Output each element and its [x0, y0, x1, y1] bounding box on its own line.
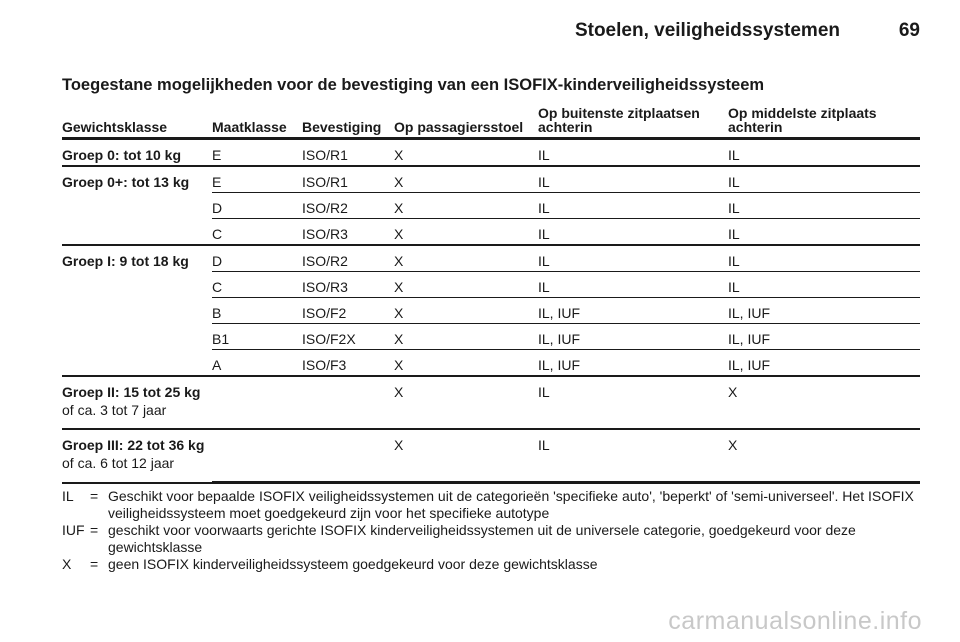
col-header-middle-rear-seat	[728, 106, 920, 139]
passenger-seat-cell: X	[394, 298, 538, 324]
weight-group-cell	[62, 298, 212, 324]
weight-group-cell	[62, 219, 212, 246]
outer-rear-cell: IL, IUF	[538, 298, 728, 324]
section-title: Stoelen, veiligheidssystemen	[574, 20, 840, 41]
legend-key: IUF	[62, 522, 85, 538]
fixture-cell: ISO/R1	[302, 139, 394, 167]
legend-eq: =	[90, 556, 99, 572]
table-row	[62, 324, 920, 350]
weight-group-cell	[62, 245, 212, 272]
middle-rear-cell: IL, IUF	[728, 324, 920, 350]
size-class-cell	[212, 376, 302, 429]
middle-rear-cell: IL	[728, 193, 920, 219]
weight-group-cell	[62, 376, 212, 429]
weight-group-cell	[62, 166, 212, 193]
table-row	[62, 350, 920, 377]
weight-group-cell	[62, 350, 212, 377]
size-class-cell: C	[212, 219, 302, 246]
table-row	[62, 376, 920, 429]
table-header-row	[62, 106, 920, 139]
middle-rear-cell: X	[728, 429, 920, 483]
passenger-seat-cell: X	[394, 429, 538, 483]
col-header-weight-class: Gewichtsklasse	[62, 106, 212, 139]
weight-group-age: of ca. 6 tot 12 jaar	[62, 455, 175, 471]
page-header	[0, 0, 960, 60]
passenger-seat-cell: X	[394, 219, 538, 246]
size-class-cell: B	[212, 298, 302, 324]
legend-text: Geschikt voor bepaalde ISOFIX veiligheidssystemen uit de categorieën 'specifieke auto', 'beperkt' of 'semi-universeel'. Het ISOFIX veiligheidssysteem moet goedgekeurd zijn voor het specifieke autotype	[108, 488, 914, 521]
legend-key: IL	[62, 488, 74, 504]
col-header-outer-rear-line2: achterin	[538, 119, 593, 135]
col-header-passenger-seat: Op passagiersstoel	[394, 106, 538, 139]
legend	[62, 488, 922, 573]
weight-group-age: of ca. 3 tot 7 jaar	[62, 402, 167, 418]
passenger-seat-cell: X	[394, 166, 538, 193]
weight-group-cell	[62, 193, 212, 219]
passenger-seat-cell: X	[394, 193, 538, 219]
size-class-cell: B1	[212, 324, 302, 350]
col-header-outer-rear-seats	[538, 106, 728, 139]
outer-rear-cell: IL	[538, 219, 728, 246]
passenger-seat-cell: X	[394, 272, 538, 298]
middle-rear-cell: IL	[728, 272, 920, 298]
weight-group-name: Groep II: 15 tot 25 kg	[62, 384, 201, 400]
fixture-cell	[302, 429, 394, 483]
legend-eq: =	[90, 488, 99, 504]
table-row	[62, 219, 920, 246]
fixture-cell: ISO/R1	[302, 166, 394, 193]
size-class-cell: C	[212, 272, 302, 298]
table-body	[62, 139, 920, 483]
middle-rear-cell: IL	[728, 166, 920, 193]
middle-rear-cell: IL	[728, 219, 920, 246]
table-row	[62, 166, 920, 193]
legend-text: geen ISOFIX kinderveiligheidssysteem goedgekeurd voor deze gewichtsklasse	[108, 556, 598, 572]
col-header-size-class: Maatklasse	[212, 106, 302, 139]
fixture-cell: ISO/F2	[302, 298, 394, 324]
weight-group-cell	[62, 272, 212, 298]
legend-item	[62, 522, 922, 556]
middle-rear-cell: X	[728, 376, 920, 429]
fixture-cell: ISO/R3	[302, 272, 394, 298]
passenger-seat-cell: X	[394, 376, 538, 429]
table-row	[62, 298, 920, 324]
legend-text: geschikt voor voorwaarts gerichte ISOFIX kinderveiligheidssystemen uit de universele categorie, goedgekeurd voor deze gewichtsklasse	[108, 522, 856, 555]
outer-rear-cell: IL	[538, 272, 728, 298]
legend-eq: =	[90, 522, 99, 538]
middle-rear-cell: IL	[728, 245, 920, 272]
passenger-seat-cell: X	[394, 324, 538, 350]
passenger-seat-cell: X	[394, 245, 538, 272]
weight-group-cell	[62, 139, 212, 167]
middle-rear-cell: IL, IUF	[728, 350, 920, 377]
isofix-table	[62, 106, 920, 484]
middle-rear-cell: IL, IUF	[728, 298, 920, 324]
outer-rear-cell: IL	[538, 139, 728, 167]
col-header-outer-rear-line1: Op buitenste zitplaatsen	[538, 105, 700, 121]
weight-group-cell	[62, 324, 212, 350]
watermark: carmanualsonline.info	[668, 607, 922, 635]
size-class-cell	[212, 429, 302, 483]
fixture-cell: ISO/R2	[302, 193, 394, 219]
table-row	[62, 429, 920, 483]
passenger-seat-cell: X	[394, 350, 538, 377]
outer-rear-cell: IL	[538, 376, 728, 429]
col-header-middle-rear-line1: Op middelste zitplaats	[728, 105, 877, 121]
outer-rear-cell: IL	[538, 166, 728, 193]
table-row	[62, 193, 920, 219]
size-class-cell: E	[212, 166, 302, 193]
weight-group-name: Groep I: 9 tot 18 kg	[62, 253, 189, 269]
weight-group-cell	[62, 429, 212, 483]
outer-rear-cell: IL, IUF	[538, 324, 728, 350]
size-class-cell: E	[212, 139, 302, 167]
weight-group-name: Groep III: 22 tot 36 kg	[62, 437, 205, 453]
legend-item	[62, 488, 922, 522]
size-class-cell: D	[212, 245, 302, 272]
outer-rear-cell: IL	[538, 193, 728, 219]
size-class-cell: A	[212, 350, 302, 377]
outer-rear-cell: IL	[538, 429, 728, 483]
table-title: Toegestane mogelijkheden voor de bevestiging van een ISOFIX-kinderveiligheidssysteem	[62, 76, 765, 94]
weight-group-name: Groep 0: tot 10 kg	[62, 147, 182, 163]
fixture-cell: ISO/R3	[302, 219, 394, 246]
passenger-seat-cell: X	[394, 139, 538, 167]
outer-rear-cell: IL, IUF	[538, 350, 728, 377]
page-number: 69	[898, 20, 920, 41]
table-row	[62, 272, 920, 298]
fixture-cell: ISO/F2X	[302, 324, 394, 350]
fixture-cell: ISO/F3	[302, 350, 394, 377]
legend-item	[62, 556, 922, 573]
size-class-cell: D	[212, 193, 302, 219]
weight-group-name: Groep 0+: tot 13 kg	[62, 174, 190, 190]
col-header-fixture: Bevestiging	[302, 106, 394, 139]
middle-rear-cell: IL	[728, 139, 920, 167]
col-header-middle-rear-line2: achterin	[728, 119, 783, 135]
fixture-cell: ISO/R2	[302, 245, 394, 272]
legend-key: X	[62, 556, 72, 572]
table-row	[62, 139, 920, 167]
fixture-cell	[302, 376, 394, 429]
table-row	[62, 245, 920, 272]
outer-rear-cell: IL	[538, 245, 728, 272]
